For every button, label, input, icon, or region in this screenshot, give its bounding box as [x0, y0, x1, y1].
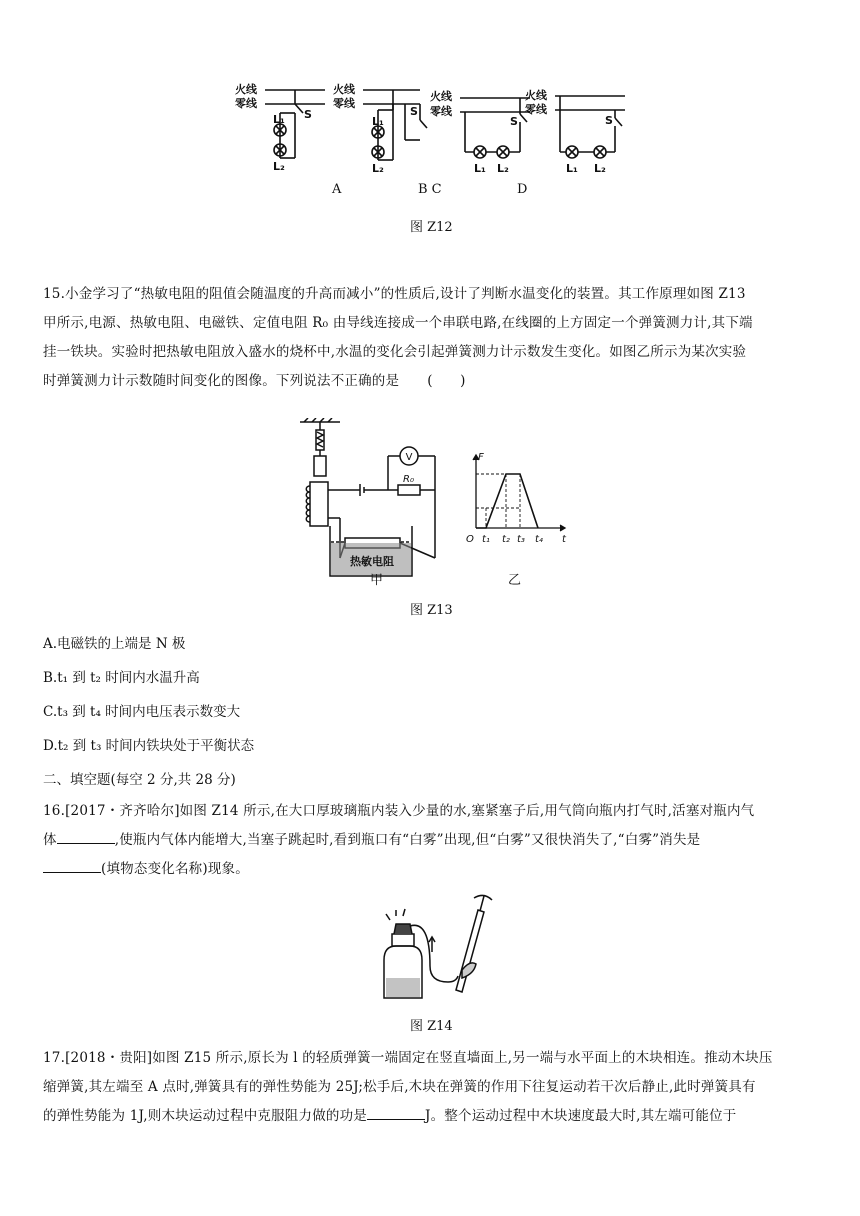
graph-tick-t3: t₃	[517, 534, 525, 545]
option-a: A.电磁铁的上端是 N 极	[43, 636, 186, 652]
figure-z13-yi	[462, 448, 572, 548]
live-wire-label: 火线	[235, 83, 257, 96]
neutral-wire-label: 零线	[235, 97, 257, 110]
graph-origin: O	[466, 534, 474, 545]
option-b: B.t₁ 到 t₂ 时间内水温升高	[43, 670, 200, 686]
graph-label-f: F	[478, 452, 484, 463]
graph-tick-t4: t₄	[535, 534, 543, 545]
fig12-caption: 图 Z12	[410, 220, 453, 235]
svg-text:L₁: L₁	[566, 162, 578, 175]
voltmeter-label: V	[405, 452, 413, 463]
figure-z14-bottle-pump	[370, 890, 500, 1005]
option-d: D.t₂ 到 t₃ 时间内铁块处于平衡状态	[43, 738, 255, 754]
blank-16-2	[43, 858, 101, 873]
section-heading: 二、填空题(每空 2 分,共 28 分)	[43, 772, 236, 788]
blank-16-1	[57, 829, 115, 844]
lamp2-label: L₂	[273, 160, 285, 173]
svg-text:零线: 零线	[430, 105, 452, 118]
option-c: C.t₃ 到 t₄ 时间内电压表示数变大	[43, 704, 241, 720]
graph-tick-t2: t₂	[502, 534, 510, 545]
fig13-yi-label: 乙	[508, 573, 522, 588]
question-16: 16.[2017・齐齐哈尔]如图 Z14 所示,在大口厚玻璃瓶内装入少量的水,塞紧塞子后,用气筒向瓶内打气时,活塞对瓶内气 体 ,使瓶内气体内能增大,当塞子跳起时,看到瓶口有“白雾”出现,但“白雾”又很快消失了,“白雾”消失是 (填物态变化名称)现象。	[43, 803, 755, 877]
svg-text:零线: 零线	[333, 97, 355, 110]
svg-text:火线: 火线	[430, 90, 452, 103]
svg-text:S: S	[510, 115, 518, 128]
fig14-caption: 图 Z14	[410, 1019, 453, 1034]
question-15: 15.小金学习了“热敏电阻的阻值会随温度的升高而减小”的性质后,设计了判断水温变化的装置。其工作原理如图 Z13 甲所示,电源、热敏电阻、电磁铁、定值电阻 R₀ 由导线连接成一个串联电路,在线圈的上方固定一个弹簧测力计,其下端 挂一铁块。实验时把热敏电阻放入盛水的烧杯中,水温的变化会引起弹簧测力计示数发生变化。如图乙所示为某次实验 时弹簧测力计示数随时间变化的图像。下列说法不正确的是 ( )	[43, 286, 753, 389]
graph-force-curve	[476, 474, 538, 528]
lamp1-label: L₁	[273, 113, 285, 126]
fig13-jia-label: 甲	[370, 573, 384, 588]
svg-text:L₁: L₁	[372, 115, 384, 128]
svg-text:L₁: L₁	[474, 162, 486, 175]
graph-label-t: t	[562, 534, 566, 545]
svg-text:L₂: L₂	[497, 162, 509, 175]
svg-text:火线: 火线	[333, 83, 355, 96]
figure-z13-jia	[290, 418, 450, 583]
switch-label: S	[304, 108, 312, 121]
thermistor-label: 热敏电阻	[350, 555, 394, 568]
svg-text:火线: 火线	[525, 89, 547, 102]
answer-paren: ( )	[427, 373, 466, 389]
fig12-label-bc: B C	[418, 182, 442, 197]
resistor-label: R₀	[403, 474, 414, 485]
question-17: 17.[2018・贵阳]如图 Z15 所示,原长为 l 的轻质弹簧一端固定在竖直墙面上,另一端与水平面上的木块相连。推动木块压 缩弹簧,其左端至 A 点时,弹簧具有的弹性势能为 25J;松手后,木块在弹簧的作用下往复运动若干次后静止,此时弹簧具有 的弹性势能为 1J,则木块运动过程中克服阻力做的功是 J。整个运动过程中木块速度最大时,其左端可能位于	[43, 1050, 773, 1124]
fig12-label-d: D	[517, 182, 528, 197]
graph-tick-t1: t₁	[482, 534, 490, 545]
fig12-label-a: A	[332, 182, 342, 197]
svg-text:S: S	[605, 114, 613, 127]
fig13-caption: 图 Z13	[410, 603, 453, 618]
blank-17-1	[367, 1105, 425, 1120]
svg-text:零线: 零线	[525, 103, 547, 116]
svg-text:L₂: L₂	[372, 162, 384, 175]
svg-text:S: S	[410, 105, 418, 118]
svg-text:L₂: L₂	[594, 162, 606, 175]
